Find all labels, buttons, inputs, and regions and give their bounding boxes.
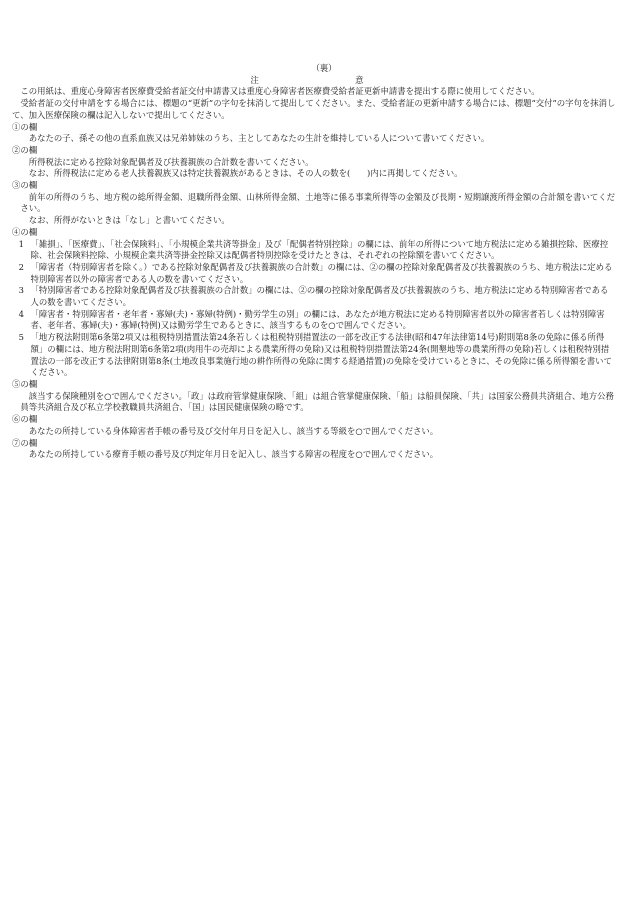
section-5-text: 該当する保険種別を○で囲んでください。「政」は政府管掌健康保険、「組」は組合管掌健康保険、「船」は船員保険、「共」は国家公務員共済組合、地方公務員等共済組合及び私立学校教職員共済組合、「国」は国民健康保険の略です。 <box>20 390 614 413</box>
item-text: 「特別障害者である控除対象配偶者及び扶養親族の合計数」の欄には、②の欄の控除対象配偶者及び扶養親族のうち、地方税法に定める特別障害者である人の数を書いてください。 <box>30 285 609 308</box>
notes-document <box>12 63 616 461</box>
back-side-label: （裏） <box>311 63 337 73</box>
section-2-text-1: 所得税法に定める控除対象配偶者及び扶養親族の合計数を書いてください。 <box>28 156 314 167</box>
section-3-heading: ③の欄 <box>12 180 38 191</box>
section-4-heading: ④の欄 <box>12 226 38 237</box>
intro-paragraph-1: この用紙は、重度心身障害者医療費受給者証交付申請書又は重度心身障害者医療費受給者証更新申請書を提出する際に使用してください。 <box>20 86 540 97</box>
item-number: 3 <box>18 285 24 296</box>
section-2-heading: ②の欄 <box>12 144 38 155</box>
section-3-text-2: なお、所得がないときは「なし」と書いてください。 <box>28 215 230 226</box>
item-text: 「障害者・特別障害者・老年者・寡婦(夫)・寡婦(特例)・勤労学生の別」の欄には、あなたが地方税法に定める特別障害者以外の障害者若しくは特別障害者、老年者、寡婦(夫)・寡婦(特例)又は勤労学生であるときに、該当するものを○で囲んでください。 <box>30 308 605 331</box>
section-6-heading: ⑥の欄 <box>12 414 38 425</box>
section-4-item-3 <box>12 285 616 308</box>
section-4-item-2 <box>12 262 616 285</box>
section-6-text: あなたの所持している身体障害者手帳の番号及び交付年月日を記入し、該当する等級を○で囲んでください。 <box>28 425 439 436</box>
item-number: 4 <box>18 308 24 319</box>
item-text: 「雑損」、「医療費」、「社会保険料」、「小規模企業共済等掛金」及び「配偶者特別控除」の欄には、前年の所得について地方税法に定める雑損控除、医療控除、社会保険料控除、小規模企業共済等掛金控除又は配偶者特別控除を受けたときは、それぞれの控除額を書いてください。 <box>30 238 609 261</box>
item-text: 「地方税法附則第6条第2項又は租税特別措置法第24条若しくは租税特別措置法の一部を改正する法律(昭和47年法律第14号)附則第8条の免除に係る所得額」の欄には、地方税法附則第6条第2項(肉用牛の売却による農業所得の免除)又は租税特別措置法第24条(開墾地等の農業所得の免除)若しくは租税特別措置法の一部を改正する法律附則第8条(土地改良事業施行地の耕作所得の免除に関する経過措置)の免除を受けているときに、その免除に係る所得額を書いてください。 <box>30 332 612 378</box>
item-number: 1 <box>18 238 24 249</box>
item-number: 2 <box>18 261 24 272</box>
section-7-heading: ⑦の欄 <box>12 437 38 448</box>
section-5-heading: ⑤の欄 <box>12 378 38 389</box>
page-title: 注 意 <box>250 74 408 85</box>
section-4-item-4 <box>12 309 616 332</box>
section-4-item-5 <box>12 332 616 379</box>
intro-paragraph-2: 受給者証の交付申請をする場合には、標題の“更新”の字句を抹消して提出してください。また、受給者証の更新申請する場合には、標題“交付”の字句を抹消して、加入医療保険の欄は記入しないで提出してください。 <box>12 98 616 120</box>
section-1-heading: ①の欄 <box>12 121 38 132</box>
item-number: 5 <box>18 332 24 343</box>
section-4-item-1 <box>12 239 616 262</box>
item-text: 「障害者（特別障害者を除く。）である控除対象配偶者及び扶養親族の合計数」の欄には、②の欄の控除対象配偶者及び扶養親族のうち、地方税法に定める特別障害者以外の障害者である人の数を書いてください。 <box>30 261 613 284</box>
section-2-text-2: なお、所得税法に定める老人扶養親族又は特定扶養親族があるときは、その人の数を( )内に再掲してください。 <box>28 168 463 179</box>
section-1-text: あなたの子、孫その他の直系血族又は兄弟姉妹のうち、主としてあなたの生計を維持している人について書いてください。 <box>28 133 490 144</box>
section-7-text: あなたの所持している療育手帳の番号及び判定年月日を記入し、該当する障害の程度を○で囲んでください。 <box>28 449 439 460</box>
section-3-text-1: 前年の所得のうち、地方税の総所得金額、退職所得金額、山林所得金額、土地等に係る事業所得等の金額及び長期・短期譲渡所得金額の合計額を書いてください。 <box>20 191 616 214</box>
